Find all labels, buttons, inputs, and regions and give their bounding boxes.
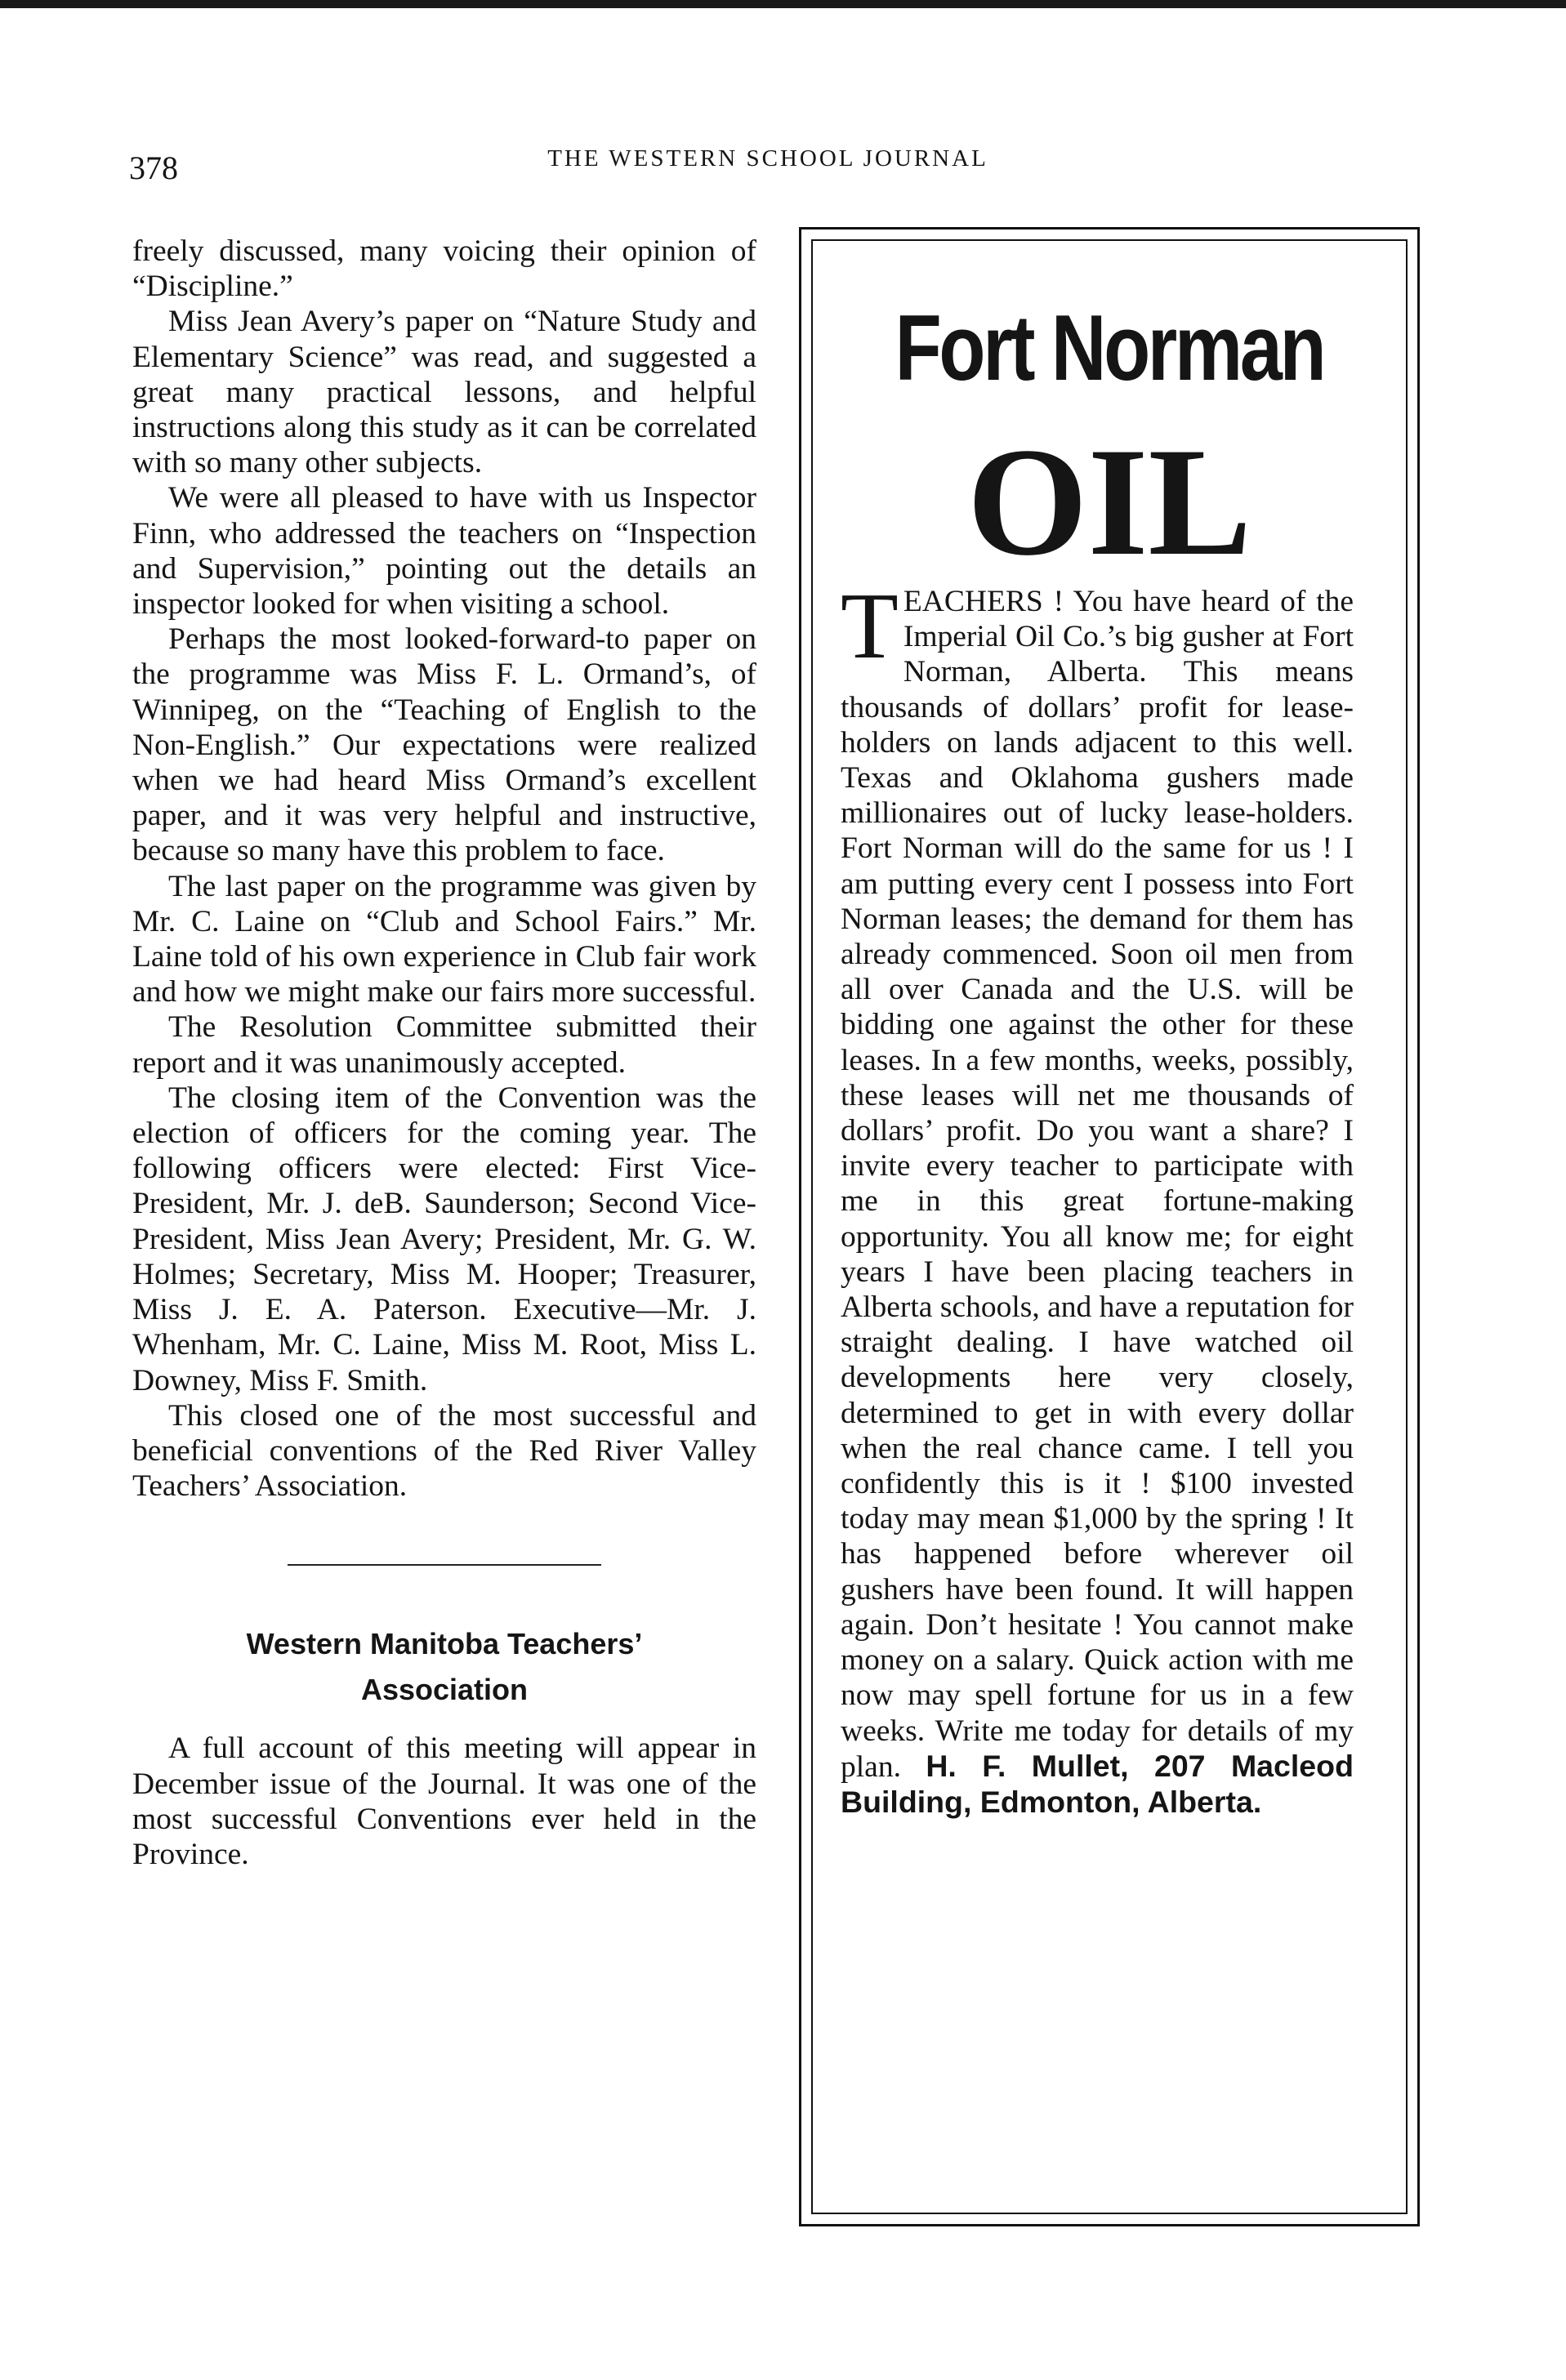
article-paragraph: The last paper on the programme was given by Mr. C. Laine on “Club and School Fairs.” Mr. Laine told of his own experience in Club fair work and how we might make our fairs more successful.: [132, 869, 756, 1009]
article-paragraph: freely discussed, many voicing their opinion of “Discipline.”: [132, 234, 756, 304]
article-paragraph: The closing item of the Convention was the election of officers for the coming year. The following officers were elected: First Vice-President, Mr. J. deB. Saunderson; Second Vice-President, Miss Jean Avery; President, Mr. G. W. Holmes; Secretary, Miss M. Hooper; Treasurer, Miss J. E. A. Paterson. Executive—Mr. J. Whenham, Mr. C. Laine, Miss M. Root, Miss L. Downey, Miss F. Smith.: [132, 1081, 756, 1397]
ad-title: Fort Norman: [895, 296, 1324, 400]
section-heading-line: Association: [360, 1673, 529, 1707]
running-head: THE WESTERN SCHOOL JOURNAL: [547, 145, 988, 172]
advertisement-inner-frame: [811, 239, 1408, 2214]
ad-body-text: EACHERS ! You have heard of the Imperial Oil Co.’s big gusher at Fort Norman, Alberta. This means thousands of dollars’ profit for lease-holders on lands adjacent to this well. Texas and Oklahoma gushers made millionaires out of lucky lease-holders. Fort Norman will do the same for us ! I am putting every cent I possess into Fort Norman leases; the demand for them has already commenced. Soon oil men from all over Canada and the U.S. will be bidding one against the other for these leases. In a few months, weeks, possibly, these leases will net me thousands of dollars’ profit. Do you want a share? I invite every teacher to participate with me in this great fortune-making opportunity. You all know me; for eight years I have been placing teachers in Alberta schools, and have a reputation for straight dealing. I have watched oil developments here very closely, determined to get in with every dollar when the real chance came. I tell you confidently this is it ! $100 invested today may mean $1,000 by the spring ! It has happened before wherever oil gushers have been found. It will happen again. Don’t hesitate ! You cannot make money on a salary. Quick action with me now may spell fortune for us in a few weeks. Write me today for details of my plan.: [841, 585, 1354, 1784]
ad-body: [841, 574, 1354, 1821]
article-paragraph: This closed one of the most successful and beneficial conventions of the Red River Valley Teachers’ Association.: [132, 1398, 756, 1504]
article-paragraph: Perhaps the most looked-forward-to paper on the programme was Miss F. L. Ormand’s, of Winnipeg, on the “Teaching of English to the Non-English.” Our expectations were realized when we had heard Miss Ormand’s excellent paper, and it was very helpful and instructive, because so many have this problem to face.: [132, 622, 756, 868]
left-column: [132, 234, 756, 1872]
page-number: 378: [129, 149, 178, 186]
ad-subtitle: OIL: [966, 417, 1252, 588]
section-paragraph: A full account of this meeting will appear in December issue of the Journal. It was one of the most successful Conventions ever held in the Province.: [132, 1732, 756, 1871]
section-heading-line: Western Manitoba Teachers’: [246, 1627, 643, 1661]
section-heading: [132, 1621, 756, 1713]
article-paragraph: The Resolution Committee submitted their report and it was unanimously accepted.: [132, 1010, 756, 1080]
article-paragraph: Miss Jean Avery’s paper on “Nature Study and Elementary Science” was read, and suggested a great many practical lessons, and helpful instructions along this study as it can be correlated with so many other subjects.: [132, 305, 756, 480]
ad-contact: H. F. Mullet, 207 Macleod Building, Edmonton, Alberta.: [841, 1748, 1354, 1819]
drop-cap: T: [841, 574, 899, 679]
advertisement-box: [799, 227, 1420, 2226]
article-paragraph: We were all pleased to have with us Inspector Finn, who addressed the teachers on “Inspection and Supervision,” pointing out the details an inspector looked for when visiting a school.: [132, 481, 756, 622]
top-border-rule: [0, 0, 1566, 8]
section-divider: [288, 1564, 601, 1566]
